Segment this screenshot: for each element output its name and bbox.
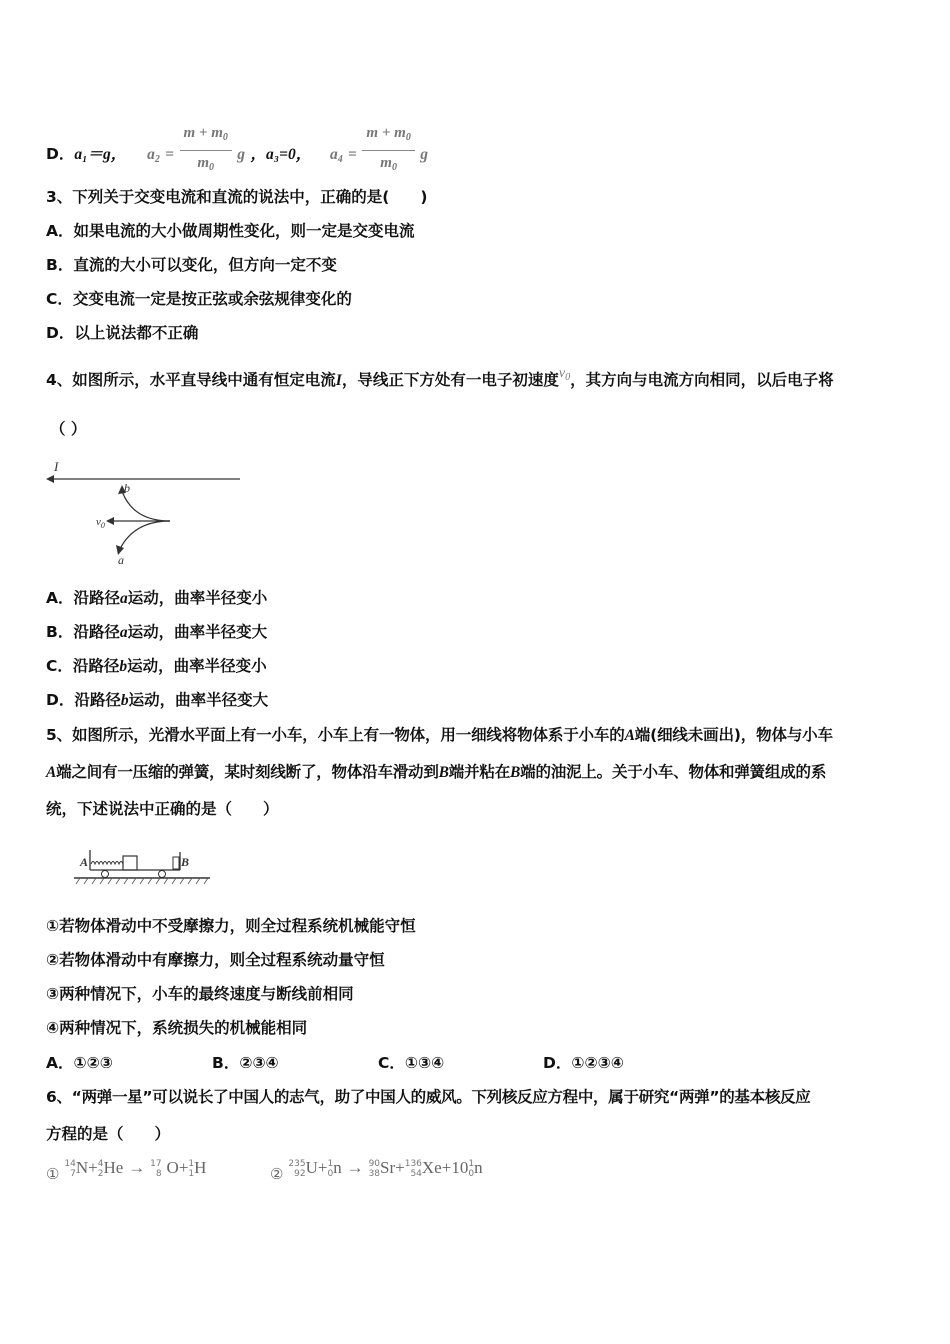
cart-end-A: A [80, 855, 89, 869]
q5-choice-d: D．①②③④ [543, 1054, 624, 1072]
q4-stem: 4、如图所示，水平直导线中通有恒定电流I，导线正下方处有一电子初速度$v_0$，其方向与电流方向相同，以后电子将 [46, 366, 834, 389]
a2-fraction: $\frac{m + m_0}{m_0}$ [180, 123, 232, 178]
q4-paren: （ ） [50, 420, 87, 438]
q3-stem: 3、下列关于交变电流和直流的说法中，正确的是( ) [46, 188, 428, 206]
q4-option-a: A．沿路径a运动，曲率半径变小 [46, 589, 268, 607]
q4-option-d: D．沿路径b运动，曲率半径变大 [46, 691, 269, 709]
q5-stem-line3: 统，下述说法中正确的是（ ） [46, 800, 279, 818]
q5-statement-2: ②若物体滑动中有摩擦力，则全过程系统动量守恒 [46, 951, 385, 969]
q6-equation-1: ① 14 7 N+ 4 2 He → 17 8 O+ 1 1 H [46, 1158, 207, 1183]
q3-option-a: A．如果电流的大小做周期性变化，则一定是交变电流 [46, 222, 415, 240]
q4-option-c: C．沿路径b运动，曲率半径变小 [46, 657, 267, 675]
velocity-label-v0: $v_0$ [96, 516, 105, 530]
q6-stem-line1: 6、“两弹一星”可以说长了中国人的志气，助了中国人的威风。下列核反应方程中，属于研究“两弹”的基本核反应 [46, 1088, 811, 1106]
a2-symbol: $a_2$ [147, 146, 160, 165]
q5-statement-4: ④两种情况下，系统损失的机械能相同 [46, 1019, 308, 1037]
q5-statement-3: ③两种情况下，小车的最终速度与断线前相同 [46, 985, 354, 1003]
q5-choice-c: C．①③④ [378, 1054, 445, 1072]
q2-option-d: D．a₁＝g， $a_2$ = $\frac{m + m_0}{m_0}$ g ，a₃=0， $a_4$ = $\frac{m + m_0}{m_0}$ g [46, 127, 428, 182]
q3-option-c: C．交变电流一定是按正弦或余弦规律变化的 [46, 290, 352, 308]
current-label-I: I [54, 459, 59, 474]
q4-option-b: B．沿路径a运动，曲率半径变大 [46, 623, 268, 641]
q5-choice-b: B．②③④ [212, 1054, 279, 1072]
q6-equation-2: ② 235 92 U+ 1 0 n → 90 38 Sr+ 136 54 Xe+10 1 0 n [270, 1158, 483, 1183]
q5-figure [70, 838, 215, 886]
a3-expression: ，a₃=0， [250, 146, 312, 163]
q3-option-d: D．以上说法都不正确 [46, 324, 199, 342]
path-label-a: a [118, 553, 124, 567]
q5-stem-line1: 5、如图所示，光滑水平面上有一小车，小车上有一物体，用一细线将物体系于小车的A端(细线未画出)，物体与小车 [46, 726, 833, 744]
path-label-b: b [124, 481, 130, 495]
cart-end-B: B [181, 855, 190, 869]
q6-stem-line2: 方程的是（ ） [46, 1125, 171, 1143]
q4-figure [40, 455, 250, 570]
a4-fraction: $\frac{m + m_0}{m_0}$ [362, 123, 414, 178]
q5-stem-line2: A端之间有一压缩的弹簧，某时刻线断了，物体沿车滑动到B端并粘在B端的油泥上。关于小车、物体和弹簧组成的系 [46, 763, 827, 781]
q5-choice-a: A．①②③ [46, 1054, 113, 1072]
a4-symbol: $a_4$ [330, 146, 343, 165]
a1-expression: a₁＝g， [74, 146, 127, 163]
q3-option-b: B．直流的大小可以变化，但方向一定不变 [46, 256, 337, 274]
q5-statement-1: ①若物体滑动中不受摩擦力，则全过程系统机械能守恒 [46, 917, 416, 935]
